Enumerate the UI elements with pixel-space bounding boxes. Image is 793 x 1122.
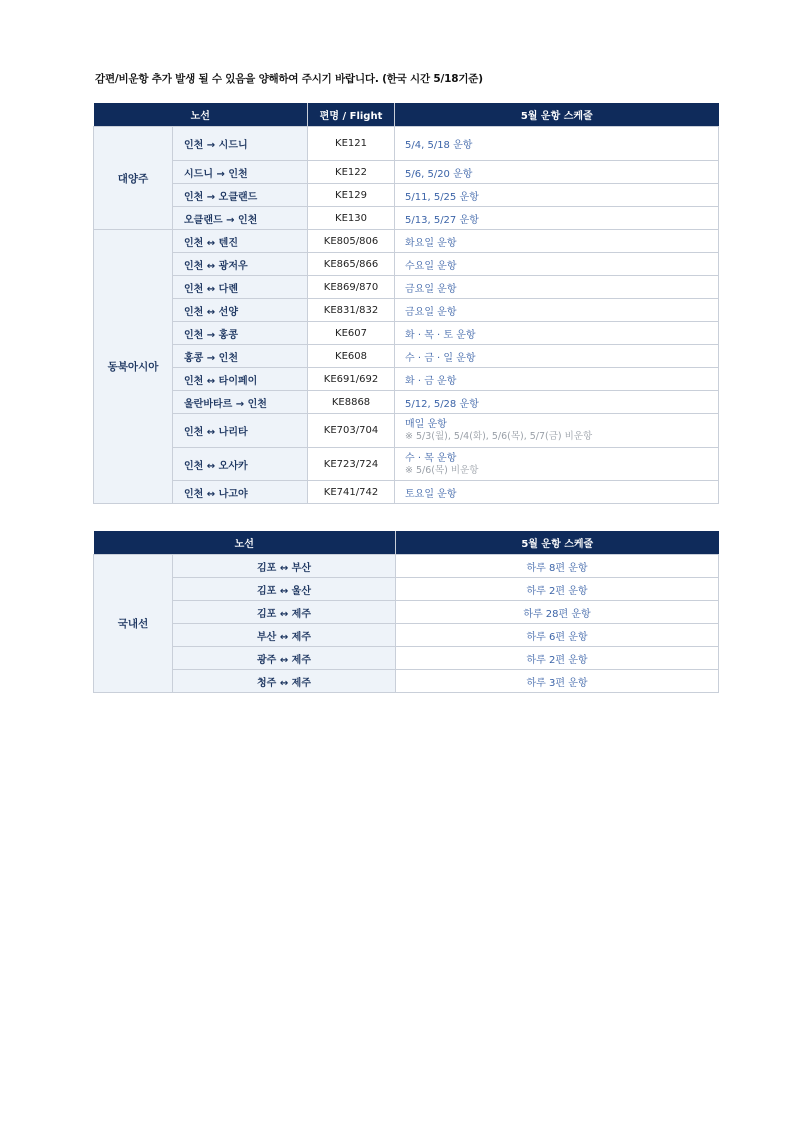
route-cell: 김포 ↔ 부산 <box>173 555 396 578</box>
schedule-cell: 5/4, 5/18 운항 <box>395 127 719 161</box>
flight-cell: KE122 <box>308 161 395 184</box>
table-row <box>94 161 719 184</box>
route-cell: 부산 ↔ 제주 <box>173 624 396 647</box>
notice-text: 감편/비운항 추가 발생 될 수 있음을 양해하여 주시기 바랍니다. (한국 시간 5/18기준) <box>95 73 483 85</box>
table-row <box>94 624 719 647</box>
schedule-cell: 금요일 운항 <box>395 276 719 299</box>
table-row <box>94 448 719 481</box>
route-cell: 인천 ↔ 오사카 <box>173 448 308 481</box>
flight-cell: KE723/724 <box>308 448 395 481</box>
flight-cell: KE831/832 <box>308 299 395 322</box>
table-row <box>94 670 719 693</box>
route-cell: 홍콩 → 인천 <box>173 345 308 368</box>
table-row <box>94 184 719 207</box>
schedule-cell: 화 · 목 · 토 운항 <box>395 322 719 345</box>
schedule-text: 수 · 목 운항 <box>405 452 457 464</box>
schedule-note: ※ 5/3(월), 5/4(화), 5/6(목), 5/7(금) 비운항 <box>405 431 593 442</box>
route-cell: 인천 ↔ 선양 <box>173 299 308 322</box>
route-cell: 김포 ↔ 울산 <box>173 578 396 601</box>
table-row <box>94 578 719 601</box>
route-cell: 인천 ↔ 광저우 <box>173 253 308 276</box>
flight-cell: KE865/866 <box>308 253 395 276</box>
flight-cell: KE703/704 <box>308 414 395 448</box>
table-row <box>94 299 719 322</box>
route-cell: 인천 ↔ 나리타 <box>173 414 308 448</box>
route-cell: 광주 ↔ 제주 <box>173 647 396 670</box>
schedule-cell: 금요일 운항 <box>395 299 719 322</box>
flight-cell: KE691/692 <box>308 368 395 391</box>
header-route: 노선 <box>94 103 308 127</box>
route-cell: 인천 ↔ 다롄 <box>173 276 308 299</box>
route-cell: 청주 ↔ 제주 <box>173 670 396 693</box>
route-cell: 오클랜드 → 인천 <box>173 207 308 230</box>
flight-cell: KE129 <box>308 184 395 207</box>
schedule-cell <box>395 448 719 481</box>
schedule-cell: 토요일 운항 <box>395 481 719 504</box>
table-row <box>94 322 719 345</box>
table-header-row <box>94 103 719 127</box>
flight-cell: KE8868 <box>308 391 395 414</box>
route-cell: 시드니 → 인천 <box>173 161 308 184</box>
flight-cell: KE805/806 <box>308 230 395 253</box>
schedule-note: ※ 5/6(목) 비운항 <box>405 464 479 476</box>
schedule-cell: 하루 2편 운항 <box>396 647 719 670</box>
flight-cell: KE869/870 <box>308 276 395 299</box>
route-cell: 인천 ↔ 텐진 <box>173 230 308 253</box>
region-northeast-asia: 동북아시아 <box>94 230 173 504</box>
table-row <box>94 127 719 161</box>
domestic-schedule-table <box>93 531 719 693</box>
schedule-cell: 화 · 금 운항 <box>395 368 719 391</box>
route-cell: 인천 ↔ 타이페이 <box>173 368 308 391</box>
schedule-cell: 수요일 운항 <box>395 253 719 276</box>
schedule-cell: 5/13, 5/27 운항 <box>395 207 719 230</box>
route-cell: 김포 ↔ 제주 <box>173 601 396 624</box>
header-route: 노선 <box>94 531 396 555</box>
schedule-text: 매일 운항 <box>405 419 447 430</box>
header-schedule: 5월 운항 스케줄 <box>396 531 719 555</box>
table-row <box>94 647 719 670</box>
region-oceania: 대양주 <box>94 127 173 230</box>
route-cell: 인천 → 시드니 <box>173 127 308 161</box>
schedule-cell: 하루 6편 운항 <box>396 624 719 647</box>
table-row <box>94 207 719 230</box>
table-row <box>94 368 719 391</box>
header-schedule: 5월 운항 스케줄 <box>395 103 719 127</box>
flight-cell: KE741/742 <box>308 481 395 504</box>
route-cell: 인천 ↔ 나고야 <box>173 481 308 504</box>
table-row <box>94 391 719 414</box>
table-row <box>94 345 719 368</box>
flight-cell: KE130 <box>308 207 395 230</box>
table-row <box>94 230 719 253</box>
schedule-cell <box>395 414 719 448</box>
header-flight: 편명 / Flight <box>308 103 395 127</box>
flight-cell: KE608 <box>308 345 395 368</box>
schedule-cell: 하루 3편 운항 <box>396 670 719 693</box>
flight-cell: KE121 <box>308 127 395 161</box>
route-cell: 울란바타르 → 인천 <box>173 391 308 414</box>
schedule-cell: 화요일 운항 <box>395 230 719 253</box>
table-row <box>94 481 719 504</box>
flight-cell: KE607 <box>308 322 395 345</box>
schedule-cell: 5/6, 5/20 운항 <box>395 161 719 184</box>
table-row <box>94 253 719 276</box>
region-domestic: 국내선 <box>94 555 173 693</box>
route-cell: 인천 → 오클랜드 <box>173 184 308 207</box>
schedule-cell: 수 · 금 · 일 운항 <box>395 345 719 368</box>
schedule-cell: 5/11, 5/25 운항 <box>395 184 719 207</box>
schedule-cell: 하루 2편 운항 <box>396 578 719 601</box>
schedule-cell: 하루 28편 운항 <box>396 601 719 624</box>
table-row <box>94 276 719 299</box>
table-row <box>94 601 719 624</box>
international-schedule-table <box>93 103 719 504</box>
schedule-cell: 하루 8편 운항 <box>396 555 719 578</box>
table-row <box>94 555 719 578</box>
route-cell: 인천 → 홍콩 <box>173 322 308 345</box>
table-row <box>94 414 719 448</box>
schedule-cell: 5/12, 5/28 운항 <box>395 391 719 414</box>
table-header-row <box>94 531 719 555</box>
